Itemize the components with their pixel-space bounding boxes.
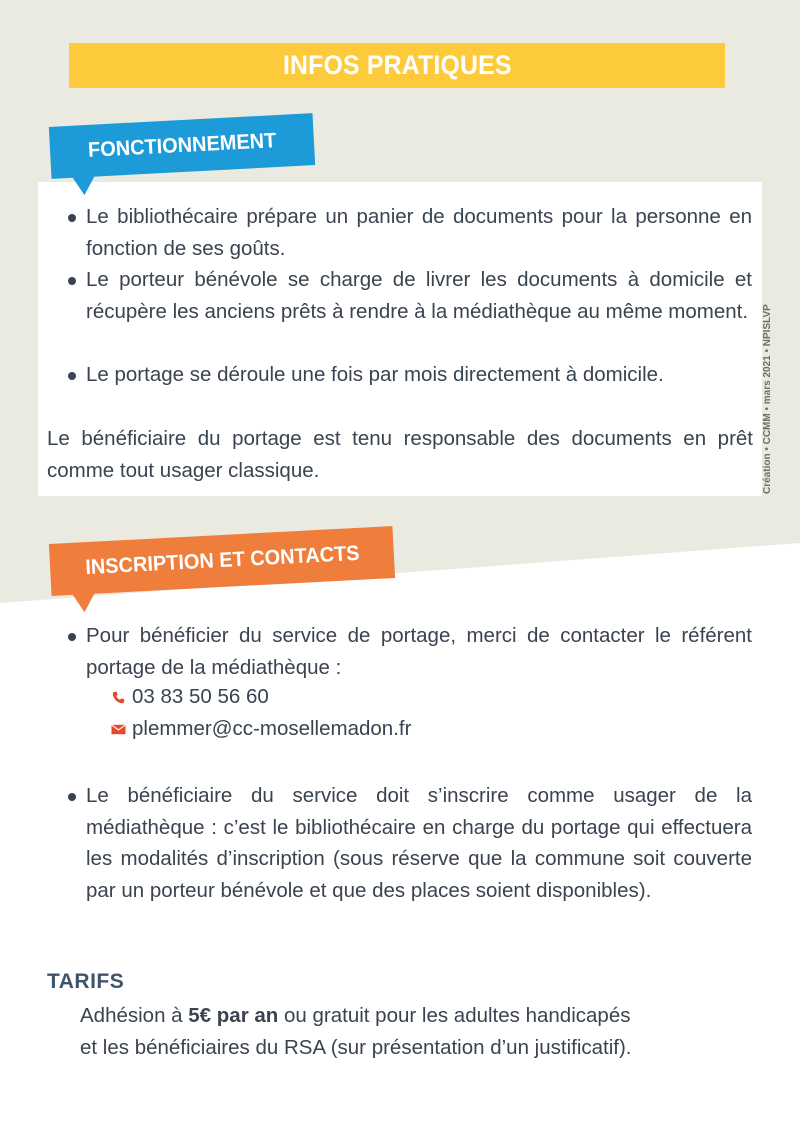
bullet-icon <box>68 793 76 801</box>
inscription-heading: INSCRIPTION ET CONTACTS <box>84 541 360 580</box>
bullet-icon <box>68 214 76 222</box>
fonctionnement-heading: FONCTIONNEMENT <box>87 129 277 162</box>
bullet-icon <box>68 372 76 380</box>
tag-tail <box>71 592 96 613</box>
tarifs-line-1 <box>80 1000 740 1032</box>
bullet-icon <box>68 277 76 285</box>
fonctionnement-item-1: Le bibliothécaire prépare un panier de documents pour la personne en fonction de ses goûts. <box>86 205 752 260</box>
tarifs-price: 5€ par an <box>188 1004 279 1027</box>
envelope-icon <box>110 724 126 735</box>
fonctionnement-item-3: Le portage se déroule une fois par mois directement à domicile. <box>86 363 664 386</box>
tag-tail <box>71 175 96 196</box>
bullet-icon <box>68 633 76 641</box>
phone-icon <box>110 691 126 704</box>
inscription-item-1: Pour bénéficier du service de portage, merci de contacter le référent portage de la médiathèque : <box>86 624 752 679</box>
tarifs-line-1-before: Adhésion à <box>80 1004 189 1027</box>
tarifs-body <box>80 1000 740 1064</box>
tarifs-title: TARIFS <box>47 970 125 993</box>
infos-pratiques-banner <box>69 43 725 88</box>
email-address[interactable]: plemmer@cc-mosellemadon.fr <box>132 717 412 740</box>
tarifs-line-1-after: ou gratuit pour les adultes handicapés <box>278 1004 631 1027</box>
phone-number[interactable]: 03 83 50 56 60 <box>132 685 269 708</box>
tarifs-line-2: et les bénéficiaires du RSA (sur présentation d’un justificatif). <box>80 1036 632 1059</box>
inscription-item-2: Le bénéficiaire du service doit s’inscrire comme usager de la médiathèque : c’est le bibliothécaire en charge du portage qui effectuera les modalités d’inscription (sous réserve que la commune soit couverte par un porteur bénévole et que des places soient disponibles). <box>86 784 752 902</box>
fonctionnement-note: Le bénéficiaire du portage est tenu responsable des documents en prêt comme tout usager classique. <box>47 427 753 482</box>
email-contact <box>110 717 411 741</box>
banner-title: INFOS PRATIQUES <box>282 50 512 80</box>
phone-contact <box>110 685 269 709</box>
fonctionnement-item-2: Le porteur bénévole se charge de livrer les documents à domicile et récupère les anciens prêts à rendre à la médiathèque au même moment. <box>86 268 752 323</box>
side-credit: Création • CCMM • mars 2021 • NPISLVP <box>762 304 773 494</box>
